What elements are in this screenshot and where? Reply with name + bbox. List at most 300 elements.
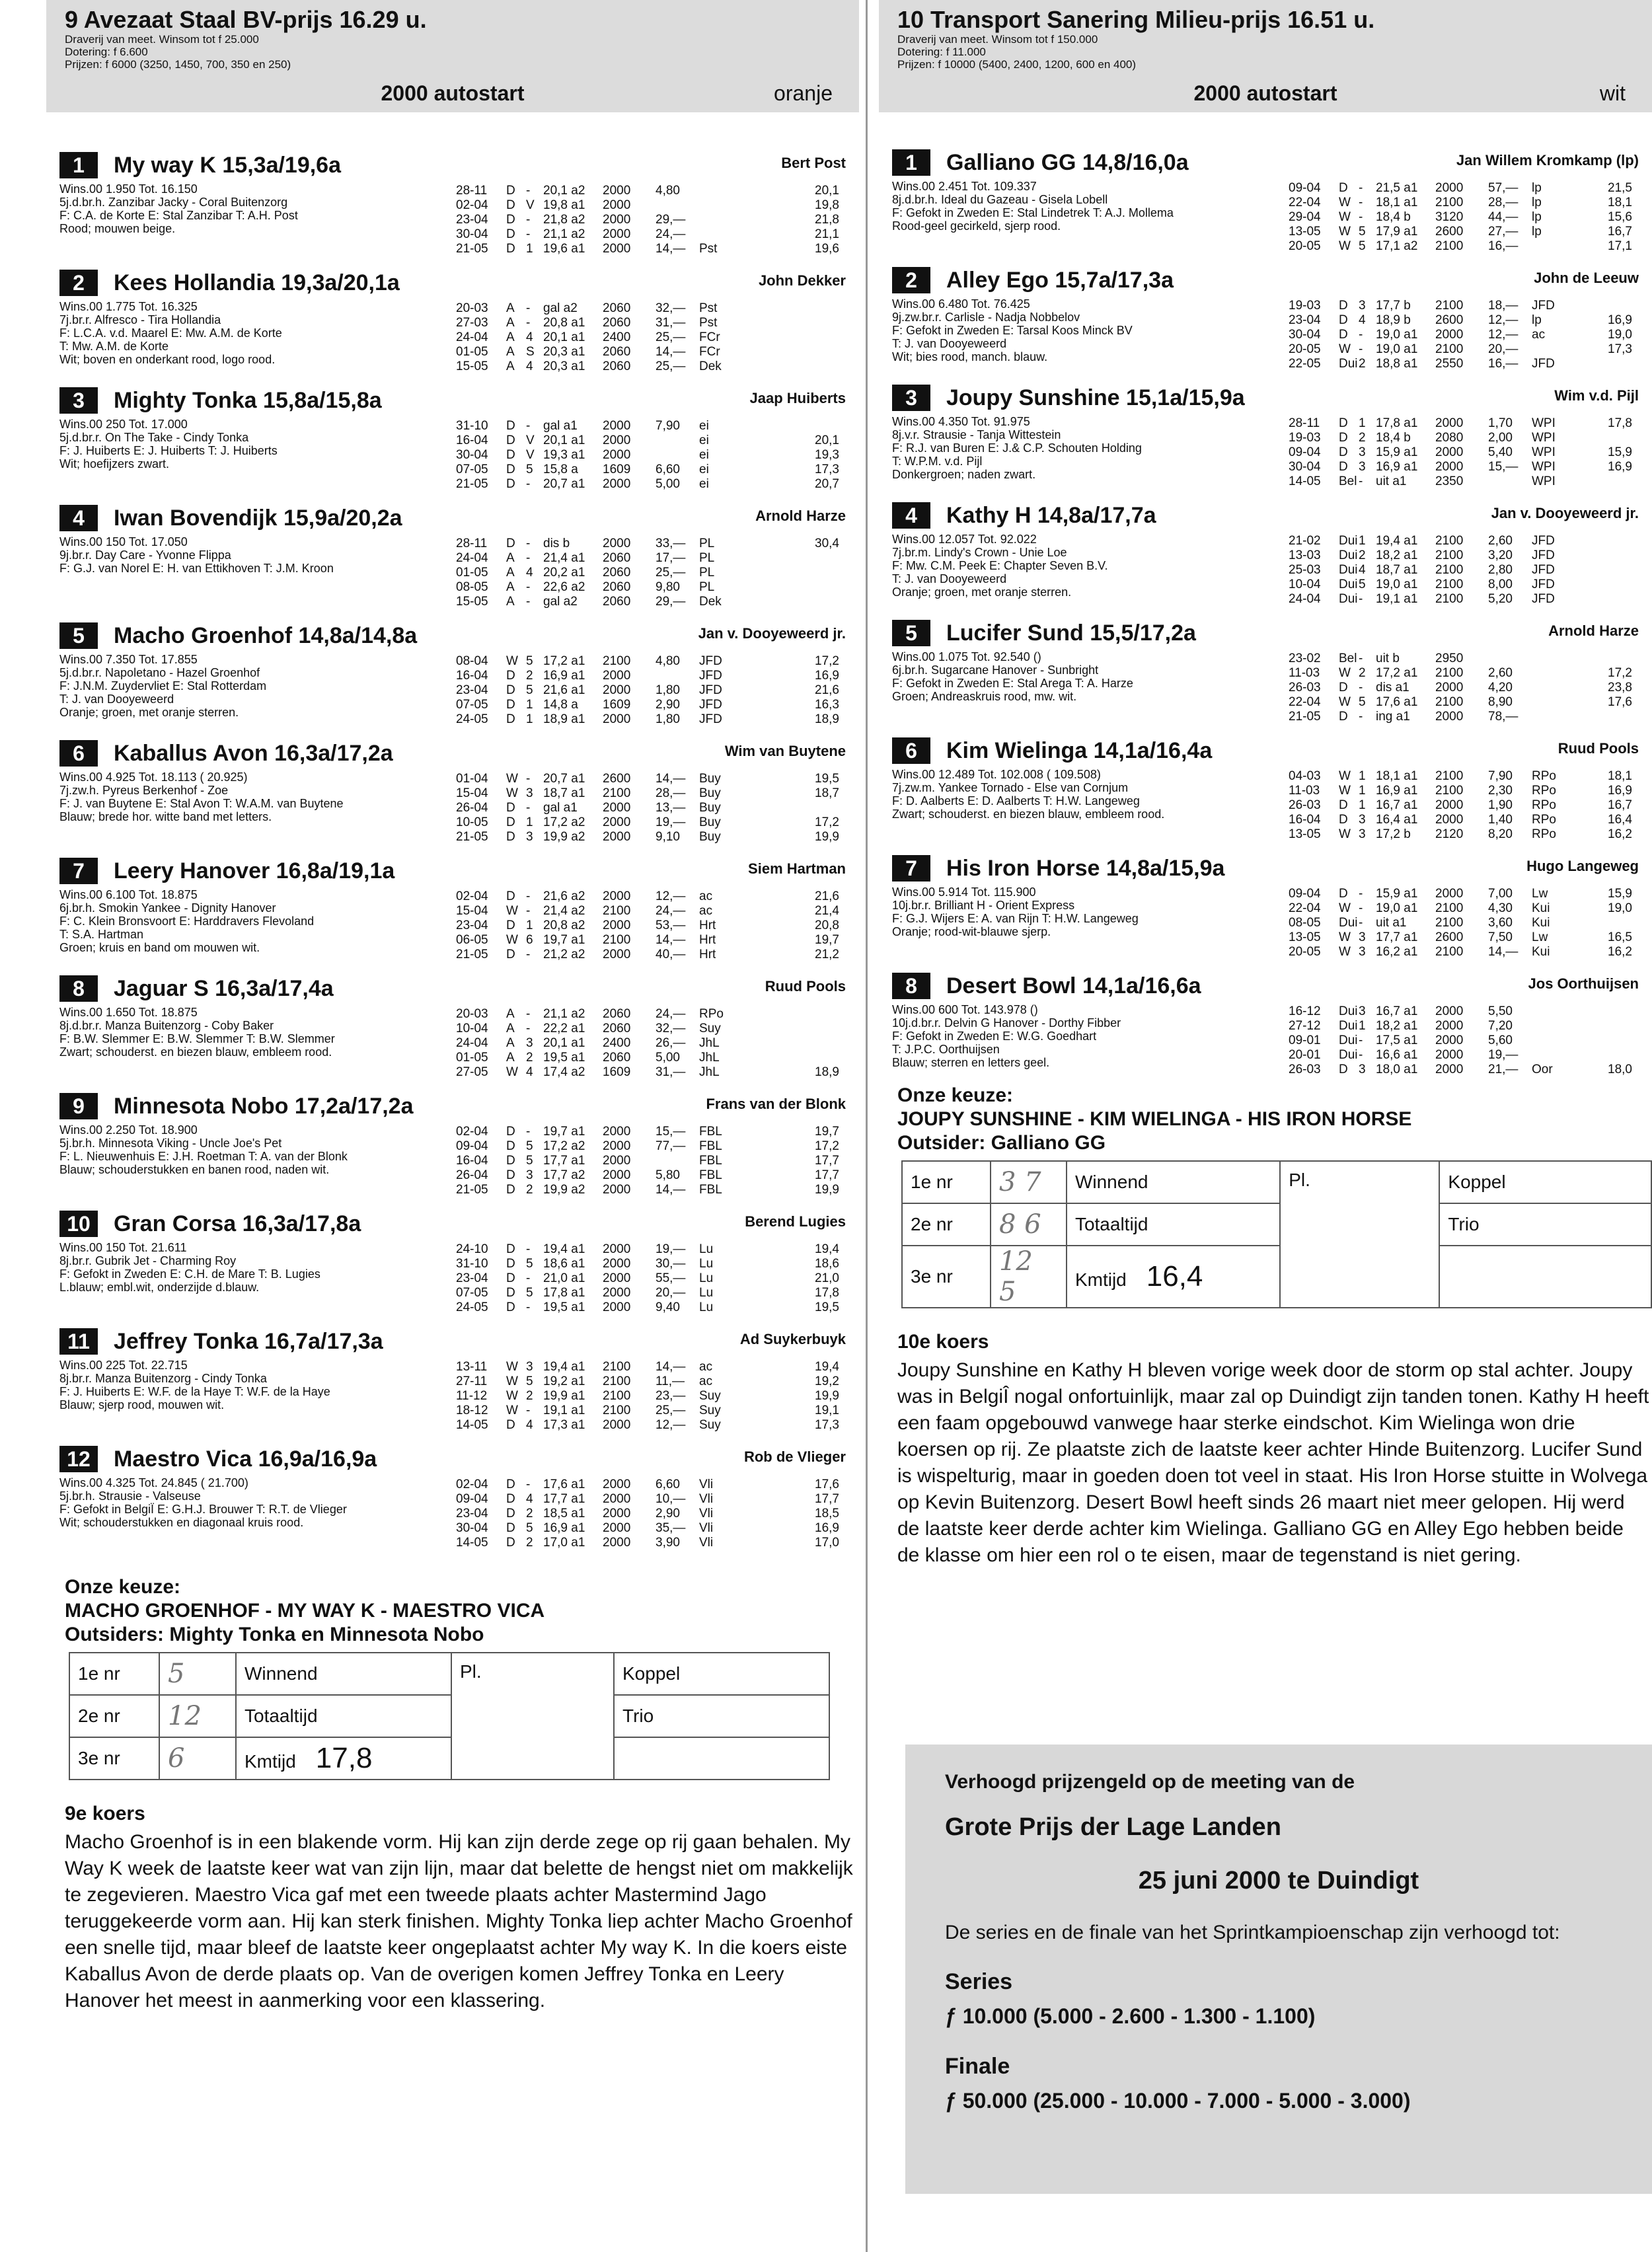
form-cell: 2100 (603, 933, 631, 947)
form-cell: 21,8 a2 (543, 213, 585, 227)
form-cell: D (1339, 299, 1348, 313)
form-cell: D (506, 213, 515, 227)
km-time: 19,9 (815, 1389, 839, 1403)
form-cell: D (506, 1271, 515, 1285)
form-table (456, 301, 739, 374)
form-cell: 20,3 a1 (543, 345, 585, 359)
form-cell: 7,20 (1488, 1019, 1513, 1033)
bet-type-label: Kmtijd (244, 1751, 296, 1772)
form-cell (1532, 652, 1571, 666)
horse-name: Leery Hanover 16,8a/19,1a (114, 858, 395, 883)
form-cell: 2060 (603, 1022, 631, 1035)
form-cell: D (506, 463, 515, 476)
horse-info (892, 650, 1328, 703)
start-number: 1 (892, 149, 930, 176)
form-cell: 2100 (603, 786, 631, 800)
form-row (456, 1168, 739, 1183)
form-cell: 20,1 a1 (543, 1036, 585, 1050)
km-time: 20,8 (815, 919, 839, 932)
km-time: 16,2 (1608, 827, 1632, 841)
form-cell (1532, 1033, 1571, 1048)
form-cell: 1 (1359, 769, 1366, 783)
form-cell: 10-05 (456, 815, 488, 829)
info-line: T: Mw. A.M. de Korte (59, 340, 169, 353)
form-cell: 10-04 (456, 1022, 488, 1035)
form-cell: 1,90 (1488, 798, 1513, 812)
form-cell: 20,7 a1 (543, 772, 585, 786)
info-line: F: Gefokt in Zweden E: Stal Arega T: A. Harze (892, 677, 1133, 690)
form-cell: A (506, 359, 515, 373)
form-cell: 18,9 a1 (543, 712, 585, 726)
form-cell: 01-05 (456, 1051, 488, 1065)
form-cell: ac (699, 904, 713, 918)
form-cell: Lu (699, 1271, 714, 1285)
form-cell: 17,— (656, 551, 686, 565)
form-cell: 21,6 a2 (543, 889, 585, 903)
form-cell: 04-03 (1289, 769, 1321, 783)
info-line: F: J. Huiberts E: J. Huiberts T: J. Huiberts (59, 444, 278, 457)
form-cell: 5 (526, 1257, 533, 1271)
form-row (456, 1257, 739, 1271)
form-row (456, 904, 739, 919)
km-time: 17,3 (1608, 342, 1632, 356)
form-cell: 1,80 (656, 712, 680, 726)
form-cell: 2350 (1435, 474, 1464, 488)
form-cell: 18,4 b (1376, 210, 1411, 224)
form-cell: 27-12 (1289, 1019, 1321, 1033)
race-color: oranje (774, 81, 833, 105)
form-cell: 30-04 (456, 1521, 488, 1535)
form-cell: 77,— (656, 1139, 686, 1153)
info-line: 8j.br.r. Gubrik Jet - Charming Roy (59, 1254, 237, 1267)
handwritten-kmtime: 17,8 (315, 1742, 373, 1774)
km-time: 19,4 (815, 1242, 839, 1256)
form-cell: 3 (1359, 1063, 1366, 1076)
form-row (456, 1007, 739, 1022)
form-cell (1532, 681, 1571, 695)
form-cell: Vli (699, 1521, 714, 1535)
bet-type: Winnend (236, 1653, 451, 1695)
form-cell: W (1339, 784, 1351, 798)
form-cell: RPo (1532, 813, 1556, 827)
form-cell: 17,8 a1 (543, 1286, 585, 1300)
form-cell: - (526, 948, 531, 961)
info-line: 9j.br.r. Day Care - Yvonne Flippa (59, 548, 231, 562)
info-line: Wins.00 12.057 Tot. 92.022 (892, 533, 1037, 546)
form-cell: D (506, 1478, 515, 1491)
form-cell: 14,— (656, 772, 686, 786)
horse-name: Joupy Sunshine 15,1a/15,9a (946, 385, 1245, 410)
form-cell: 2000 (1435, 681, 1464, 694)
form-row (1289, 813, 1571, 827)
form-cell: 1 (526, 698, 533, 712)
horse-heading (59, 1092, 414, 1121)
form-cell: 2000 (603, 669, 631, 683)
form-table (1289, 887, 1571, 959)
start-number: 7 (59, 858, 98, 884)
info-line: T: W.P.M. v.d. Pijl (892, 455, 983, 468)
info-line: F: L. Nieuwenhuis E: J.H. Roetman T: A. van der Blonk (59, 1150, 348, 1163)
form-cell: 18,2 a1 (1376, 548, 1418, 562)
form-table (456, 1478, 739, 1550)
km-time: 17,2 (815, 815, 839, 829)
form-cell: 14,— (1488, 945, 1519, 959)
form-cell: 2000 (603, 801, 631, 815)
km-time: 17,2 (815, 654, 839, 668)
form-cell (699, 213, 739, 227)
form-cell: - (526, 1404, 531, 1417)
form-cell: 8,20 (1488, 827, 1513, 841)
driver-name: Ruud Pools (1558, 740, 1639, 757)
info-line: F: Gefokt in Zweden E: W.G. Goedhart (892, 1030, 1097, 1043)
column-divider (866, 0, 868, 2252)
form-cell: 28,— (656, 786, 686, 800)
form-table (456, 1360, 739, 1433)
km-time: 19,3 (815, 448, 839, 462)
horse-heading (59, 621, 417, 650)
form-cell: W (1339, 945, 1351, 959)
form-cell: 09-04 (456, 1492, 488, 1506)
form-cell: 20,— (656, 1286, 686, 1300)
form-cell: A (506, 551, 515, 565)
form-cell: 28-11 (456, 184, 488, 198)
form-cell: 32,— (656, 301, 686, 315)
form-cell: Dui (1339, 1019, 1358, 1033)
km-times (815, 1125, 839, 1197)
km-time (1608, 1048, 1632, 1063)
form-cell: 2000 (603, 712, 631, 726)
form-cell: 2000 (603, 683, 631, 697)
form-cell: - (526, 477, 531, 491)
km-time: 19,0 (1608, 328, 1632, 342)
form-cell: 16-04 (456, 669, 488, 683)
form-cell: 18,1 a1 (1376, 769, 1418, 783)
driver-name: Rob de Vlieger (743, 1448, 846, 1465)
form-cell: 15-04 (456, 904, 488, 918)
km-time: 30,4 (815, 537, 839, 550)
info-line: 9j.zw.br.r. Carlisle - Nadja Nobbelov (892, 311, 1080, 324)
form-cell: 2 (526, 669, 533, 683)
form-cell: 7,90 (656, 419, 680, 433)
form-cell: 5 (1359, 225, 1366, 239)
form-cell: 20,8 a1 (543, 316, 585, 330)
form-row (456, 345, 739, 359)
info-line: F: Gefokt in Zweden E: C.H. de Mare T: B. Lugies (59, 1267, 320, 1281)
info-line: F: G.J. Wijers E: A. van Rijn T: H.W. Langeweg (892, 912, 1139, 925)
driver-name: Jaap Huiberts (749, 390, 846, 406)
position-label: 3e nr (69, 1737, 159, 1780)
info-line: Blauw; schouderstukken en banen rood, naden wit. (59, 1163, 330, 1176)
empty-cell (614, 1737, 829, 1780)
form-cell: - (1359, 652, 1363, 665)
driver-name: John Dekker (758, 272, 846, 289)
form-cell: 5 (1359, 578, 1366, 591)
form-cell: Buy (699, 801, 721, 815)
horse-heading (59, 268, 400, 297)
info-line: Wins.00 4.325 Tot. 24.845 ( 21.700) (59, 1476, 248, 1489)
form-cell: 20,1 a1 (543, 433, 585, 447)
start-number: 1 (59, 152, 98, 178)
form-cell: 1 (526, 919, 533, 932)
form-cell: 9,10 (656, 830, 680, 844)
form-cell: 2000 (1435, 1048, 1464, 1062)
form-cell: 24-04 (456, 330, 488, 344)
handwritten-number: 5 (159, 1653, 236, 1695)
form-table (456, 1125, 739, 1197)
form-cell: 19,0 a1 (1376, 342, 1418, 356)
form-cell: 2000 (603, 1183, 631, 1197)
km-times (1608, 181, 1632, 254)
form-cell: 27,— (1488, 225, 1519, 239)
form-row (456, 1183, 739, 1197)
form-cell: Buy (699, 786, 721, 800)
form-cell: D (506, 948, 515, 961)
km-time: 21,6 (815, 889, 839, 903)
info-line: Wins.00 225 Tot. 22.715 (59, 1359, 188, 1372)
form-cell: lp (1532, 181, 1542, 195)
form-cell: 22-05 (1289, 357, 1321, 371)
form-cell: 19,9 a2 (543, 830, 585, 844)
form-cell: - (1359, 887, 1363, 901)
form-cell: 20-05 (1289, 239, 1321, 253)
form-cell (1532, 1019, 1571, 1033)
form-cell: lp (1532, 313, 1542, 327)
info-line: F: L.C.A. v.d. Maarel E: Mw. A.M. de Korte (59, 326, 282, 340)
horse-heading (59, 151, 341, 180)
horse-info (59, 888, 496, 954)
km-time: 21,5 (1608, 181, 1632, 195)
info-line: Oranje; groen, met oranje sterren. (892, 585, 1072, 599)
form-cell: 19,— (656, 815, 686, 829)
form-cell: 16,9 a1 (543, 669, 585, 683)
form-cell (1532, 342, 1571, 357)
form-cell: D (1339, 181, 1348, 195)
horse-info (59, 182, 496, 235)
form-cell: - (1359, 342, 1363, 356)
form-cell: D (506, 419, 515, 433)
form-cell: 06-05 (456, 933, 488, 947)
form-cell: - (526, 772, 531, 786)
form-cell: 4,80 (656, 654, 680, 668)
form-cell: 2000 (603, 537, 631, 550)
form-cell: D (506, 242, 515, 256)
form-row (456, 359, 739, 374)
form-cell: D (506, 1492, 515, 1506)
horse-heading (59, 974, 334, 1003)
form-table (1289, 769, 1571, 842)
choice-label: Onze keuze: (897, 1084, 1014, 1106)
info-line: 7j.br.r. Alfresco - Tira Hollandia (59, 313, 221, 326)
km-time: 17,7 (815, 1168, 839, 1182)
form-row (456, 772, 739, 786)
horse-info (892, 768, 1328, 821)
info-line: F: J. Huiberts E: W.F. de la Haye T: W.F. de la Haye (59, 1385, 330, 1398)
form-row (456, 242, 739, 256)
form-cell: 14-05 (456, 1536, 488, 1550)
form-row (1289, 474, 1571, 489)
form-cell: 19,8 a1 (543, 198, 585, 212)
form-cell: Dui (1339, 1033, 1358, 1047)
form-cell: 2060 (603, 359, 631, 373)
form-cell: 2060 (603, 595, 631, 609)
form-cell: 35,— (656, 1521, 686, 1535)
form-cell: PL (699, 551, 715, 565)
form-cell: 26-04 (456, 1168, 488, 1182)
handwritten-number: 3 7 (991, 1161, 1067, 1203)
form-cell: Dui (1339, 534, 1358, 548)
form-cell: 31,— (656, 316, 686, 330)
form-cell: A (506, 345, 515, 359)
horse-info (59, 1006, 496, 1059)
km-time (1608, 299, 1632, 313)
form-cell: ac (699, 1374, 713, 1388)
form-table (456, 537, 739, 609)
km-time (1608, 1033, 1632, 1048)
form-row (456, 1360, 739, 1374)
form-cell: 2000 (1435, 445, 1464, 459)
km-time: 19,4 (815, 1360, 839, 1374)
form-cell: JFD (699, 712, 722, 726)
bet-row (69, 1695, 829, 1737)
form-cell: 16,9 a1 (1376, 784, 1418, 798)
form-row (1289, 1063, 1571, 1077)
form-cell: Dui (1339, 357, 1358, 371)
form-cell: D (506, 1521, 515, 1535)
form-cell: Dui (1339, 592, 1358, 606)
form-row (456, 316, 739, 330)
km-time: 17,2 (1608, 666, 1632, 680)
form-cell: 30,— (656, 1257, 686, 1271)
form-row (456, 580, 739, 595)
km-time: 16,9 (1608, 784, 1632, 798)
start-number: 11 (59, 1328, 98, 1355)
form-row (1289, 945, 1571, 959)
form-cell: 4 (526, 330, 533, 344)
series-label: Series (945, 1969, 1013, 1994)
form-cell: 17,2 a1 (1376, 666, 1418, 680)
form-cell: 24-04 (456, 1036, 488, 1050)
form-cell: 02-04 (456, 1125, 488, 1139)
form-cell: 21-05 (456, 242, 488, 256)
form-cell: 2100 (1435, 548, 1464, 562)
form-row (456, 1036, 739, 1051)
form-cell: 21,1 a2 (543, 1007, 585, 1021)
form-cell: 2100 (603, 1360, 631, 1374)
form-cell: W (506, 772, 518, 786)
bet-row (902, 1161, 1651, 1203)
form-cell: - (526, 213, 531, 227)
info-line: F: D. Aalberts E: D. Aalberts T: H.W. Langeweg (892, 794, 1140, 807)
form-cell: D (1339, 416, 1348, 430)
form-cell: 3 (526, 1036, 533, 1050)
form-cell: 22-04 (1289, 196, 1321, 209)
form-row (456, 213, 739, 227)
form-row (456, 1404, 739, 1418)
km-times (815, 1242, 839, 1315)
form-cell: 17,2 a2 (543, 815, 585, 829)
horse-name: Kaballus Avon 16,3a/17,2a (114, 740, 393, 766)
form-cell: W (1339, 210, 1351, 224)
form-cell: D (1339, 445, 1348, 459)
form-cell: D (506, 433, 515, 447)
form-cell: D (506, 1418, 515, 1432)
form-cell: Pst (699, 301, 718, 315)
form-row (456, 698, 739, 712)
form-cell: - (526, 1271, 531, 1285)
form-cell: D (506, 227, 515, 241)
form-cell: lp (1532, 225, 1542, 239)
form-row (1289, 578, 1571, 592)
form-row (456, 433, 739, 448)
form-cell: 19,4 a1 (543, 1242, 585, 1256)
form-cell: 6,60 (656, 463, 680, 476)
form-cell: 18,6 a1 (543, 1257, 585, 1271)
form-table (1289, 299, 1571, 371)
form-cell: 2060 (603, 566, 631, 580)
horse-name: My way K 15,3a/19,6a (114, 152, 342, 178)
horse-entry (892, 496, 1652, 613)
km-times (1608, 652, 1632, 724)
horse-entry (59, 733, 859, 851)
info-line: F: Gefokt in BelgiÏ E: G.H.J. Brouwer T: R.T. de Vlieger (59, 1503, 347, 1516)
form-cell: lp (1532, 196, 1542, 209)
horse-info (892, 1003, 1328, 1069)
form-cell: 2060 (603, 316, 631, 330)
km-times (815, 1360, 839, 1433)
form-cell: 09-04 (1289, 887, 1321, 901)
form-cell: Vli (699, 1492, 714, 1506)
form-row (456, 786, 739, 801)
info-line: 5j.br.h. Minnesota Viking - Uncle Joe's Pet (59, 1137, 282, 1150)
horse-entry (59, 851, 859, 969)
form-cell: 26-03 (1289, 798, 1321, 812)
start-number: 4 (892, 502, 930, 529)
form-row (456, 1536, 739, 1550)
form-row (1289, 357, 1571, 371)
form-cell: 14,— (656, 1183, 686, 1197)
info-line: Wins.00 12.489 Tot. 102.008 ( 109.508) (892, 768, 1101, 781)
form-cell: 24-04 (456, 551, 488, 565)
form-cell: 23-04 (456, 213, 488, 227)
km-time: 19,0 (1608, 901, 1632, 915)
horse-name: Kim Wielinga 14,1a/16,4a (946, 737, 1213, 763)
km-time: 17,7 (815, 1492, 839, 1506)
form-table (456, 184, 739, 256)
form-cell: 2000 (603, 419, 631, 433)
form-cell: 16,9 a1 (543, 1521, 585, 1535)
form-cell: WPI (1532, 431, 1556, 445)
form-cell: 2600 (1435, 313, 1464, 327)
km-times (815, 1007, 839, 1080)
form-cell: 1 (1359, 798, 1366, 812)
form-cell: 3 (526, 1360, 533, 1374)
form-cell: 2 (526, 1389, 533, 1403)
form-cell: 2,90 (656, 1507, 680, 1520)
bet-row (902, 1203, 1651, 1246)
form-cell: D (1339, 887, 1348, 901)
form-cell: - (1359, 681, 1363, 694)
form-cell: 2100 (1435, 563, 1464, 577)
km-time: 17,6 (815, 1478, 839, 1491)
form-cell: 2000 (1435, 1019, 1464, 1033)
form-cell: uit a1 (1376, 474, 1407, 488)
form-cell: 26-03 (1289, 681, 1321, 694)
horse-info (59, 300, 496, 366)
info-line: T: J. van Dooyeweerd (892, 572, 1007, 585)
form-cell: JFD (1532, 592, 1555, 606)
info-line: F: Mw. C.M. Peek E: Chapter Seven B.V. (892, 559, 1108, 572)
form-cell (656, 669, 699, 683)
